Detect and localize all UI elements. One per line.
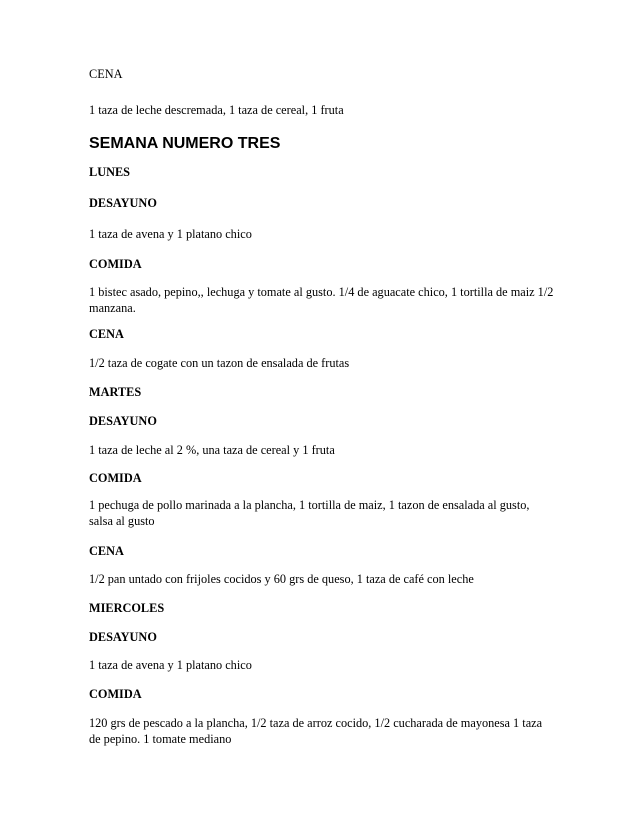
day-heading-miercoles: MIERCOLES	[89, 601, 165, 615]
lunes-desayuno-text: 1 taza de avena y 1 platano chico	[89, 227, 252, 241]
martes-desayuno-heading: DESAYUNO	[89, 414, 157, 428]
martes-cena-heading: CENA	[89, 544, 124, 558]
lunes-comida-heading: COMIDA	[89, 257, 142, 271]
lunes-comida-text: 1 bistec asado, pepino,, lechuga y tomate al gusto. 1/4 de aguacate chico, 1 tortilla de maiz 1/2 manzana.	[89, 285, 554, 315]
prev-cena-heading: CENA	[89, 67, 123, 81]
miercoles-comida-text: 120 grs de pescado a la plancha, 1/2 taza de arroz cocido, 1/2 cucharada de mayonesa 1 taza de pepino. 1 tomate mediano	[89, 716, 543, 746]
lunes-cena-text: 1/2 taza de cogate con un tazon de ensalada de frutas	[89, 356, 350, 370]
miercoles-comida-heading: COMIDA	[89, 687, 142, 701]
day-heading-lunes: LUNES	[89, 165, 131, 179]
martes-comida-text: 1 pechuga de pollo marinada a la plancha, 1 tortilla de maiz, 1 tazon de ensalada al gusto, salsa al gusto	[89, 498, 530, 528]
day-heading-martes: MARTES	[89, 385, 142, 399]
miercoles-desayuno-text: 1 taza de avena y 1 platano chico	[89, 658, 252, 672]
miercoles-desayuno-heading: DESAYUNO	[89, 630, 157, 644]
week-title: SEMANA NUMERO TRES	[89, 135, 281, 152]
lunes-cena-heading: CENA	[89, 327, 124, 341]
lunes-desayuno-heading: DESAYUNO	[89, 196, 157, 210]
martes-cena-text: 1/2 pan untado con frijoles cocidos y 60 grs de queso, 1 taza de café con leche	[89, 572, 474, 586]
martes-desayuno-text: 1 taza de leche al 2 %, una taza de cereal y 1 fruta	[89, 443, 335, 457]
prev-cena-text: 1 taza de leche descremada, 1 taza de cereal, 1 fruta	[89, 103, 344, 117]
martes-comida-heading: COMIDA	[89, 471, 142, 485]
